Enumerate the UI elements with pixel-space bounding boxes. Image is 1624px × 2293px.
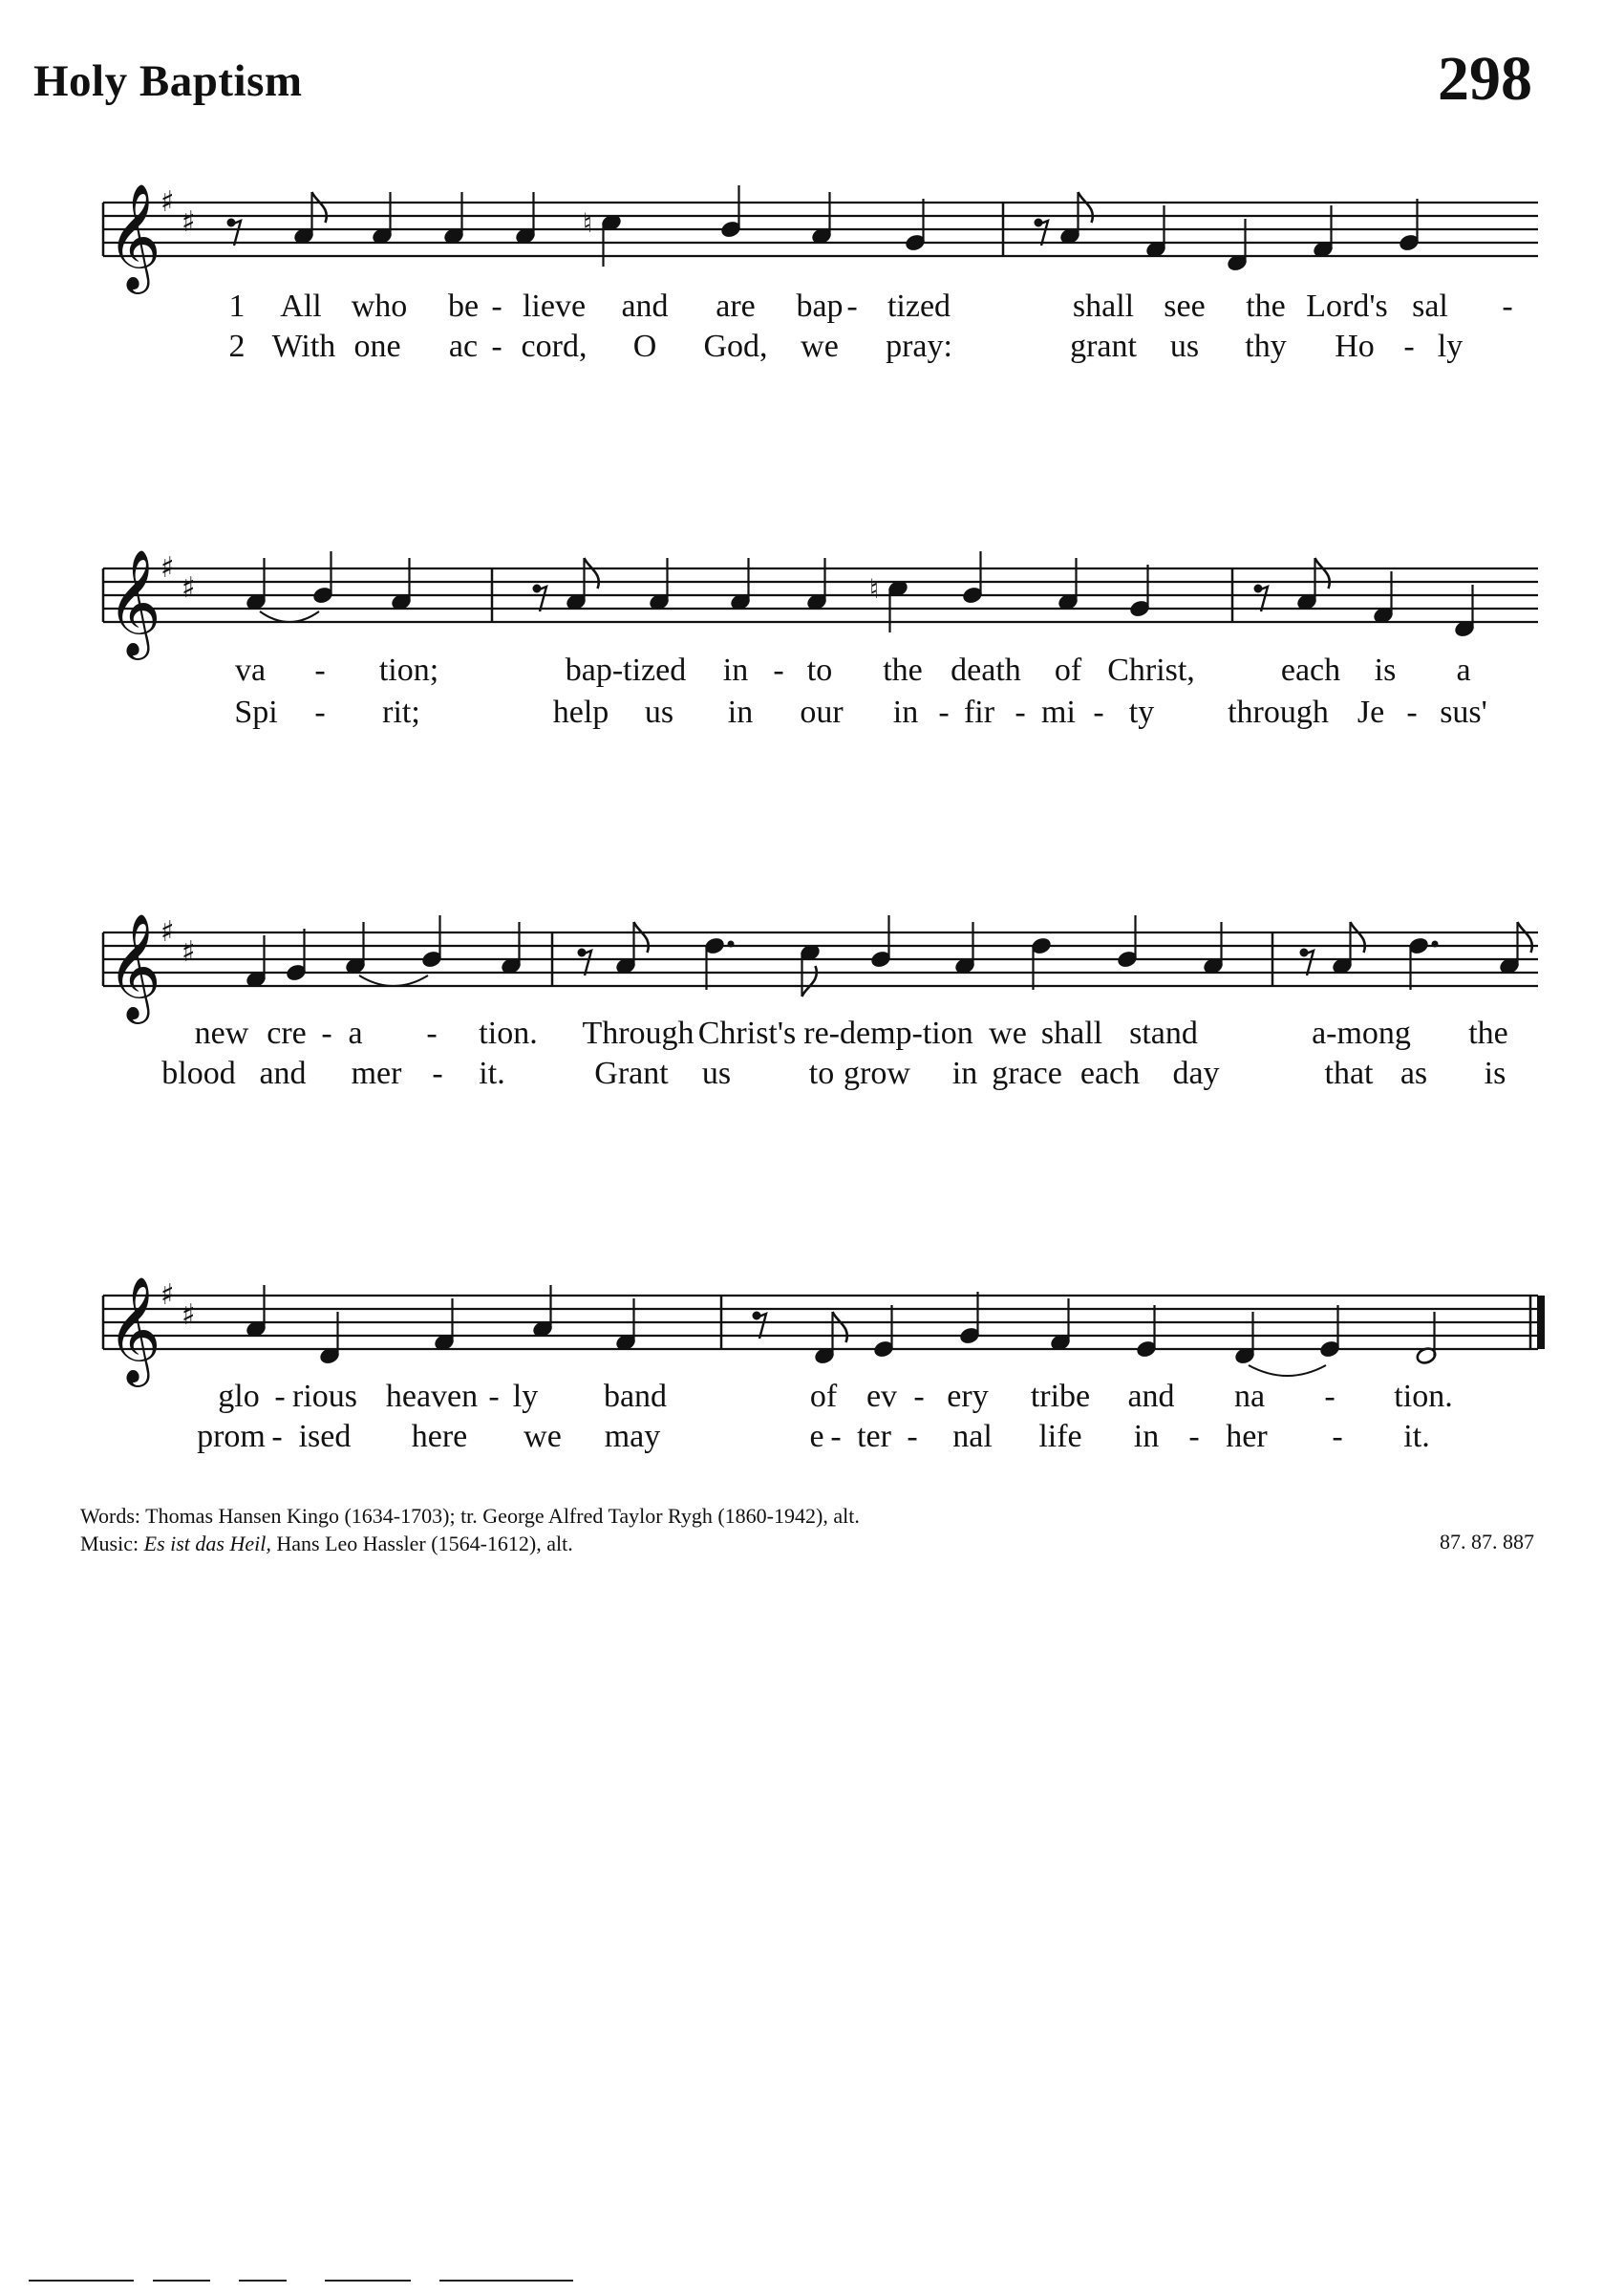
lyric-syllable: - (1015, 695, 1026, 730)
note-head (1313, 240, 1335, 259)
words-text: Thomas Hansen Kingo (1634-1703); tr. George Alfred Taylor Rygh (1860-1942), alt. (145, 1504, 860, 1528)
lyric-syllable: to (806, 653, 833, 688)
footer-rule (153, 2280, 210, 2282)
tune-name: Es ist das Heil, (143, 1532, 271, 1555)
eighth-flag (585, 558, 599, 589)
lyric-syllable: ly (512, 1379, 539, 1414)
lyric-syllable: ised (298, 1419, 352, 1454)
note-head (649, 592, 671, 611)
key-sharp: ♯ (182, 571, 196, 605)
eighth-flag (1079, 192, 1093, 223)
lyric-line-verse-2 (0, 329, 1624, 367)
lyric-syllable: see (1164, 289, 1206, 324)
eighth-flag (312, 192, 327, 223)
key-sharp: ♯ (160, 915, 175, 949)
lyric-syllable: in (892, 695, 919, 730)
credits (80, 1502, 860, 1557)
lyric-syllable: thy (1245, 329, 1287, 364)
section-title: Holy Baptism (33, 56, 303, 106)
lyric-syllable: each (1079, 1056, 1141, 1091)
lyric-syllable: a-mong (1312, 1016, 1411, 1051)
lyric-syllable: as (1400, 1056, 1428, 1091)
note-head (515, 226, 537, 246)
note-head (1050, 1333, 1072, 1352)
lyric-syllable: tion. (1394, 1379, 1453, 1414)
lyric-syllable: day (1172, 1056, 1220, 1091)
lyric-syllable: 2 (228, 329, 246, 364)
lyric-syllable: and (621, 289, 669, 324)
lyric-syllable: - (1093, 695, 1104, 730)
treble-clef: 𝄞 (107, 182, 161, 289)
lyric-line-verse-1 (0, 653, 1624, 691)
note-head (730, 592, 752, 611)
note-head (286, 963, 308, 982)
lyric-syllable: lieve (522, 289, 587, 324)
note-head (870, 950, 892, 969)
note-head (319, 1346, 341, 1365)
lyric-syllable: - (830, 1419, 842, 1454)
eighth-rest (1254, 585, 1263, 593)
lyric-syllable: God, (703, 329, 768, 364)
lyric-syllable: - (271, 1419, 283, 1454)
note-head (501, 956, 523, 975)
lyric-syllable: - (426, 1016, 438, 1051)
lyric-syllable: in (727, 695, 754, 730)
lyric-syllable: the (1468, 1016, 1508, 1051)
lyric-syllable: Through (582, 1016, 694, 1051)
treble-clef: 𝄞 (107, 1275, 161, 1382)
lyric-syllable: ly (1437, 329, 1464, 364)
eighth-rest-stroke (582, 951, 591, 975)
note-head (962, 586, 984, 605)
note-head (246, 970, 267, 989)
lyric-syllable: shall (1072, 289, 1135, 324)
music-label: Music: (80, 1532, 139, 1555)
note-head (1117, 950, 1139, 969)
lyric-syllable: - (773, 653, 784, 688)
note-head (372, 226, 394, 246)
lyric-syllable: bap-tized (565, 653, 687, 688)
note-head (1145, 240, 1167, 259)
note-head (873, 1339, 895, 1359)
lyric-syllable: us (1169, 329, 1200, 364)
lyric-syllable: Lord's (1306, 289, 1388, 324)
lyric-syllable: All (280, 289, 322, 324)
footer-rule (29, 2280, 134, 2282)
lyric-syllable: ter (857, 1419, 891, 1454)
lyric-syllable: - (491, 329, 502, 364)
lyric-syllable: a (348, 1016, 363, 1051)
lyric-syllable: in (1133, 1419, 1160, 1454)
note-head (1136, 1339, 1158, 1359)
lyric-syllable: and (259, 1056, 307, 1091)
lyric-syllable: Je (1357, 695, 1385, 730)
lyric-syllable: prom (197, 1419, 266, 1454)
lyric-syllable: e (809, 1419, 824, 1454)
note-head (1129, 599, 1151, 618)
note-head (1234, 1346, 1256, 1365)
lyric-syllable: Spi (234, 695, 278, 730)
lyric-syllable: grace (992, 1056, 1062, 1091)
lyric-syllable: to (808, 1056, 835, 1091)
note-head (615, 956, 637, 975)
lyric-syllable: grow (844, 1056, 910, 1091)
eighth-rest-stroke (537, 587, 546, 611)
note-head (959, 1326, 981, 1345)
note-head (566, 592, 588, 611)
lyric-syllable: help (552, 695, 609, 730)
note-head (615, 1333, 637, 1352)
lyric-syllable: one (353, 329, 401, 364)
note-head (293, 226, 315, 246)
lyric-syllable: na (1233, 1379, 1266, 1414)
lyric-syllable: cre (267, 1016, 307, 1051)
hymn-number: 298 (1438, 44, 1532, 114)
lyric-syllable: is (1484, 1056, 1506, 1091)
lyric-syllable: Ho (1335, 329, 1375, 364)
note-head (1408, 936, 1430, 955)
lyric-syllable: fir (963, 695, 995, 730)
note-head (1373, 606, 1395, 625)
lyric-syllable: each (1280, 653, 1341, 688)
lyric-syllable: the (883, 653, 923, 688)
note-head (814, 1346, 836, 1365)
lyric-syllable: our (800, 695, 844, 730)
lyric-syllable: that (1324, 1056, 1374, 1091)
lyric-syllable: blood (161, 1056, 236, 1091)
lyric-syllable: sal (1412, 289, 1448, 324)
eighth-rest (1035, 219, 1043, 227)
note-head (1454, 619, 1476, 638)
note-head (246, 592, 267, 611)
lyric-line-verse-2 (0, 695, 1624, 733)
lyric-syllable: re-demp-tion (803, 1016, 973, 1051)
words-label: Words: (80, 1504, 141, 1528)
lyric-syllable: - (314, 695, 326, 730)
lyric-syllable: - (1403, 329, 1415, 364)
lyric-syllable: Christ's (697, 1016, 797, 1051)
lyric-line-verse-1 (0, 1016, 1624, 1054)
key-sharp: ♯ (182, 205, 196, 239)
note-head (532, 1319, 554, 1339)
note-head (954, 956, 976, 975)
note-head (1031, 936, 1053, 955)
lyric-syllable: of (1054, 653, 1082, 688)
lyric-line-verse-2 (0, 1419, 1624, 1457)
note-head (312, 586, 334, 605)
key-sharp: ♯ (182, 1298, 196, 1332)
eighth-rest-stroke (1038, 221, 1048, 246)
lyric-syllable: bap (796, 289, 844, 324)
lyric-syllable: - (488, 1379, 500, 1414)
lyric-syllable: we (989, 1016, 1027, 1051)
music-credit (80, 1530, 860, 1557)
lyric-syllable: Grant (594, 1056, 669, 1091)
note-head (800, 943, 822, 962)
lyric-syllable: be (447, 289, 480, 324)
lyric-syllable: - (846, 289, 858, 324)
note-head (421, 950, 443, 969)
note-head (1399, 233, 1421, 252)
note-head (1227, 253, 1249, 272)
lyric-syllable: may (604, 1419, 661, 1454)
eighth-rest (1300, 949, 1309, 957)
lyric-syllable: grant (1070, 329, 1137, 364)
lyric-syllable: - (1406, 695, 1418, 730)
note-head (811, 226, 833, 246)
lyric-syllable: us (644, 695, 674, 730)
lyric-syllable: tized (887, 289, 951, 324)
lyric-syllable: her (1226, 1419, 1268, 1454)
key-sharp: ♯ (160, 185, 175, 219)
note-head (601, 213, 623, 232)
lyric-syllable: rious (292, 1379, 357, 1414)
eighth-rest-stroke (231, 221, 241, 246)
lyric-syllable: - (913, 1379, 925, 1414)
lyric-syllable: ac (448, 329, 479, 364)
lyric-syllable: ty (1128, 695, 1155, 730)
lyric-syllable: - (491, 289, 502, 324)
lyric-syllable: who (351, 289, 408, 324)
eighth-rest (753, 1312, 761, 1320)
note-head (391, 592, 413, 611)
key-sharp: ♯ (182, 935, 196, 969)
lyric-syllable: in (951, 1056, 978, 1091)
lyric-syllable: glo (218, 1379, 260, 1414)
treble-clef: 𝄞 (107, 912, 161, 1019)
lyric-syllable: rit; (382, 695, 420, 730)
footer-rule (239, 2280, 287, 2282)
dot (1432, 941, 1439, 948)
eighth-flag (833, 1312, 847, 1342)
lyric-syllable: tribe (1030, 1379, 1091, 1414)
lyric-syllable: - (321, 1016, 332, 1051)
eighth-rest (227, 219, 236, 227)
note-head (246, 1319, 267, 1339)
tie (1249, 1365, 1326, 1376)
eighth-flag (1351, 922, 1365, 953)
natural-sign: ♮ (583, 207, 593, 239)
lyric-syllable: - (1188, 1419, 1200, 1454)
lyric-syllable: here (411, 1419, 468, 1454)
lyric-line-verse-1 (0, 1379, 1624, 1417)
lyric-syllable: in (722, 653, 749, 688)
eighth-flag (1518, 922, 1532, 953)
note-head (1059, 226, 1081, 246)
lyric-syllable: mi (1041, 695, 1076, 730)
note-head (905, 233, 927, 252)
eighth-rest-stroke (757, 1314, 766, 1339)
lyric-syllable: life (1038, 1419, 1082, 1454)
lyric-syllable: - (938, 695, 950, 730)
natural-sign: ♮ (869, 573, 880, 605)
lyric-syllable: tion. (479, 1016, 538, 1051)
lyric-line-verse-2 (0, 1056, 1624, 1094)
tie (260, 611, 319, 622)
lyric-syllable: through (1228, 695, 1329, 730)
lyric-syllable: - (314, 653, 326, 688)
lyric-syllable: pray: (886, 329, 952, 364)
lyric-syllable: mer (351, 1056, 402, 1091)
eighth-rest-stroke (1258, 587, 1268, 611)
lyric-line-verse-1 (0, 289, 1624, 327)
lyric-syllable: the (1246, 289, 1286, 324)
note-head (1296, 592, 1318, 611)
lyric-syllable: - (1324, 1379, 1336, 1414)
note-head (434, 1333, 456, 1352)
lyric-syllable: new (194, 1016, 249, 1051)
lyric-syllable: va (234, 653, 267, 688)
lyric-syllable: it. (479, 1056, 505, 1091)
lyric-syllable: death (951, 653, 1021, 688)
note-head (704, 936, 726, 955)
meter: 87. 87. 887 (1440, 1530, 1534, 1554)
note-head (720, 220, 742, 239)
eighth-rest (533, 585, 542, 593)
lyric-syllable: is (1374, 653, 1397, 688)
lyric-syllable: With (271, 329, 336, 364)
note-head (1203, 956, 1225, 975)
lyric-syllable: it. (1403, 1419, 1430, 1454)
eighth-flag (1315, 558, 1330, 589)
note-head (345, 956, 367, 975)
lyric-syllable: Christ, (1107, 653, 1195, 688)
lyric-syllable: a (1456, 653, 1471, 688)
note-head (1332, 956, 1354, 975)
eighth-rest-stroke (1304, 951, 1314, 975)
lyric-syllable: tion; (378, 653, 439, 688)
lyric-syllable: nal (952, 1419, 993, 1454)
note-head (806, 592, 828, 611)
note-head (1319, 1339, 1341, 1359)
footer-rule (325, 2280, 411, 2282)
lyric-syllable: ev (865, 1379, 898, 1414)
treble-clef: 𝄞 (107, 548, 161, 655)
lyric-syllable: 1 (228, 289, 246, 324)
eighth-flag (634, 922, 649, 953)
note-head (1499, 956, 1521, 975)
lyric-syllable: - (907, 1419, 918, 1454)
lyric-syllable: cord, (521, 329, 588, 364)
final-bar-thick (1537, 1296, 1545, 1349)
words-credit (80, 1502, 860, 1530)
lyric-syllable: we (801, 329, 839, 364)
dot (728, 941, 735, 948)
lyric-syllable: are (716, 289, 756, 324)
lyric-syllable: us (701, 1056, 732, 1091)
lyric-syllable: of (809, 1379, 838, 1414)
lyric-syllable: - (432, 1056, 443, 1091)
tie (359, 975, 428, 986)
music-text: Hans Leo Hassler (1564-1612), alt. (276, 1532, 573, 1555)
lyric-syllable: ery (947, 1379, 989, 1414)
note-head (443, 226, 465, 246)
note-head (1416, 1346, 1438, 1365)
note-head (887, 579, 909, 598)
lyric-syllable: - (1502, 289, 1513, 324)
key-sharp: ♯ (160, 551, 175, 585)
key-sharp: ♯ (160, 1278, 175, 1312)
lyric-syllable: stand (1129, 1016, 1198, 1051)
lyric-syllable: shall (1040, 1016, 1103, 1051)
lyric-syllable: sus' (1440, 695, 1487, 730)
note-head (1058, 592, 1079, 611)
lyric-syllable: band (603, 1379, 668, 1414)
lyric-syllable: O (632, 329, 657, 364)
lyric-syllable: and (1127, 1379, 1175, 1414)
eighth-flag (802, 966, 817, 996)
eighth-rest (578, 949, 587, 957)
footer-rule (439, 2280, 573, 2282)
lyric-syllable: - (1332, 1419, 1343, 1454)
lyric-syllable: heaven (385, 1379, 479, 1414)
lyric-syllable: - (274, 1379, 286, 1414)
lyric-syllable: we (524, 1419, 562, 1454)
